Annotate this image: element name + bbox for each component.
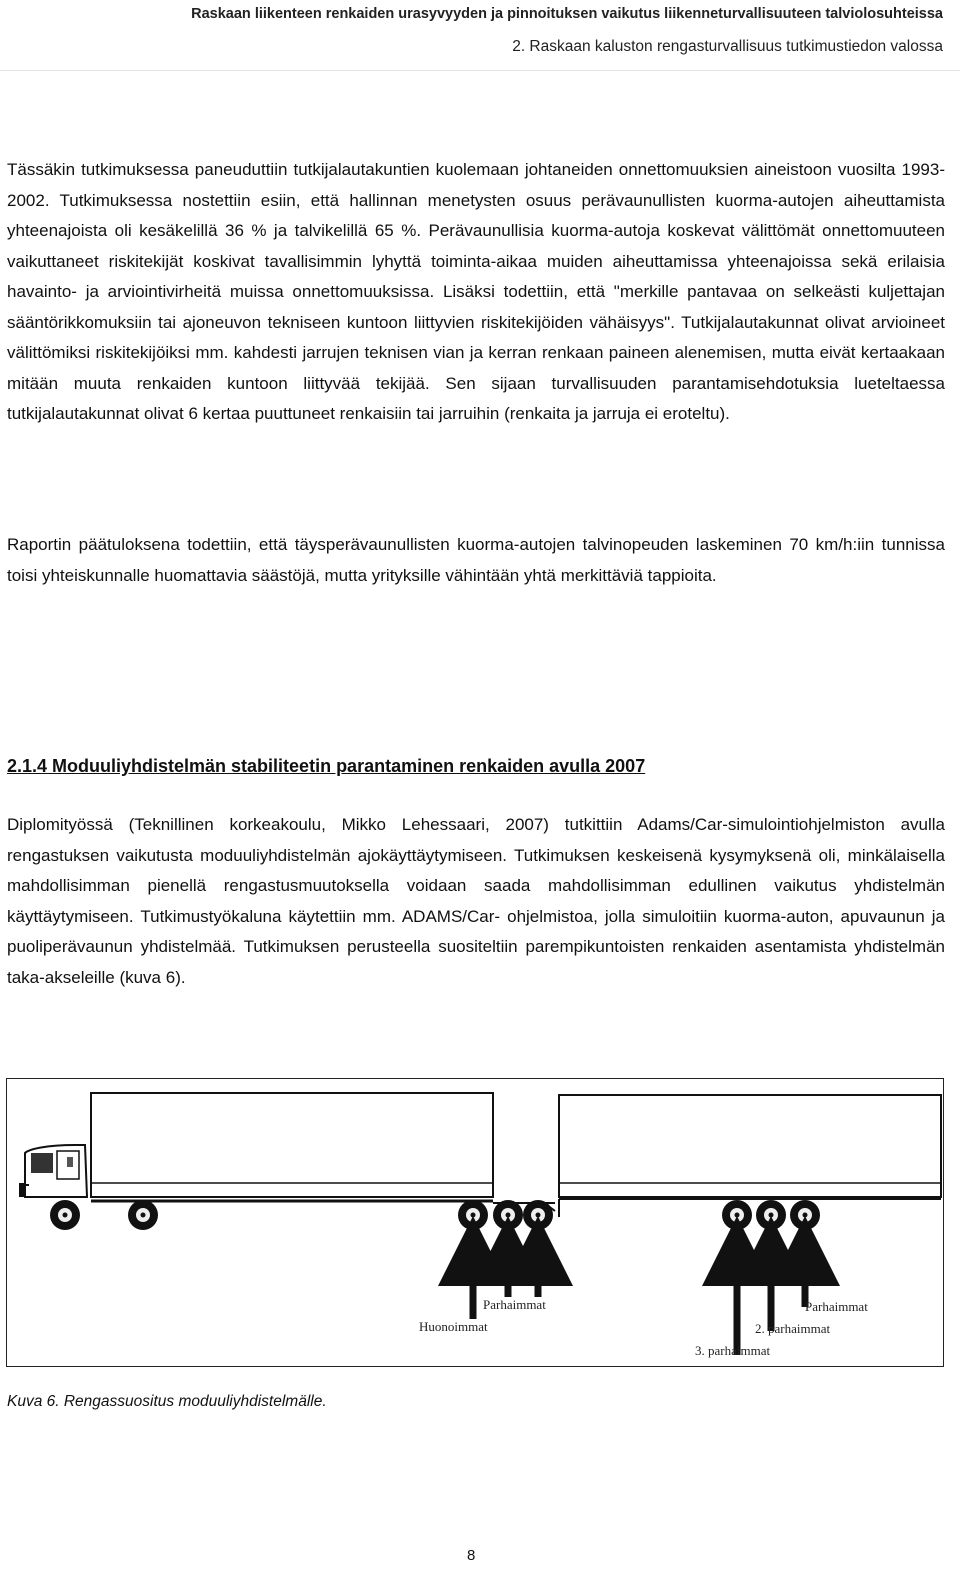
dolly-wheel-1 [493, 1200, 523, 1230]
truck-front-wheel [50, 1200, 80, 1230]
label-second-best: 2. parhaimmat [755, 1321, 831, 1336]
label-third-best: 3. parhaimmat [695, 1343, 771, 1358]
trailer-wheel-3 [790, 1200, 820, 1230]
paragraph-thesis-summary: Diplomityössä (Teknillinen korkeakoulu, Mikko Lehessaari, 2007) tutkittiin Adams/Car-simulointiohjelmiston avulla rengastuksen vaikutusta moduuliyhdistelmän ajokäyttäytymiseen. Tutkimuksen keskeisenä kysymyksenä oli, minkälaisella mahdollisimman pienellä rengastusmuutoksella voidaan saada mahdollisimman edullinen vaikutus yhdistelmän käyttäytymiseen. Tutkimustyökaluna käytettiin mm. ADAMS/Car- ohjelmistoa, jolla simuloitiin kuorma-auton, apuvaunun ja puoliperävaunun yhdistelmää. Tutkimuksen perusteella suositeltiin parempikuntoisten renkaiden asentamista yhdistelmän taka-akseleille (kuva 6). [7, 815, 945, 987]
dolly-wheel-2 [523, 1200, 553, 1230]
running-header-title: Raskaan liikenteen renkaiden urasyvyyden ja pinnoituksen vaikutus liikenneturvallisuuteen talviolosuhteissa [191, 6, 943, 22]
figure-caption: Kuva 6. Rengassuositus moduuliyhdistelmälle. [7, 1393, 327, 1410]
header-divider [0, 70, 960, 71]
label-trailer-best: Parhaimmat [805, 1299, 868, 1314]
trailer-box [559, 1095, 941, 1197]
paragraph-accident-data: Tässäkin tutkimuksessa paneuduttiin tutkijalautakuntien kuolemaan johtaneiden onnettomuuksien aineistoon vuosilta 1993-2002. Tutkimuksessa nostettiin esiin, että hallinnan menetysten osuus perävaunullisten kuorma-autojen aiheuttamista yhteenajoista oli kesäkelillä 36 % ja talvikelillä 65 %. Perävaunullisia kuorma-autoja koskevat välittömät onnettomuuteen vaikuttaneet riskitekijät koskivat tavallisimmin lyhyttä toiminta-aikaa muiden aiheuttamissa yhteenajoissa sekä erilaisia havainto- ja arviointivirheitä muissa onnettomuuksissa. Lisäksi todettiin, että "merkille pantavaa on selkeästi kuljettajan sääntörikkomuksiin tai ajoneuvon tekniseen kuntoon liittyvien riskitekijöiden vähäisyys". Tutkijalautakunnat olivat arvioineet välittömiksi riskitekijöiksi mm. kahdesti jarrujen teknisen vian ja kerran renkaan paineen alenemisen, mutta eivät kertaakaan mitään muuta renkaiden kuntoon liittyvää tekijää. Sen sijaan turvallisuuden parantamisehdotuksia lueteltaessa tutkijalautakunnat olivat 6 kertaa puuttuneet renkaisiin tai jarruihin (renkaita ja jarruja ei eroteltu). [7, 160, 945, 423]
vehicle-combination-figure [6, 1078, 944, 1367]
trailer-wheel-1 [722, 1200, 752, 1230]
section-heading: 2.1.4 Moduuliyhdistelmän stabiliteetin parantaminen renkaiden avulla 2007 [7, 756, 646, 776]
paragraph-main-result: Raportin päätuloksena todettiin, että täysperävaunullisten kuorma-autojen talvinopeuden laskeminen 70 km/h:iin tunnissa toisi yhteiskunnalle huomattavia säästöjä, mutta yrityksille vähintään yhtä merkittäviä tappioita. [7, 535, 945, 585]
truck-cab [19, 1145, 87, 1197]
truck-tag-wheel [458, 1200, 488, 1230]
label-truck-worst: Huonoimmat [419, 1319, 488, 1334]
label-truck-best: Parhaimmat [483, 1297, 546, 1312]
page-number: 8 [467, 1547, 476, 1564]
truck-rear-wheel [128, 1200, 158, 1230]
truck-box [91, 1093, 493, 1197]
truck-trailer-diagram [7, 1079, 943, 1366]
running-header-chapter: 2. Raskaan kaluston rengasturvallisuus tutkimustiedon valossa [512, 38, 943, 55]
trailer-wheel-2 [756, 1200, 786, 1230]
